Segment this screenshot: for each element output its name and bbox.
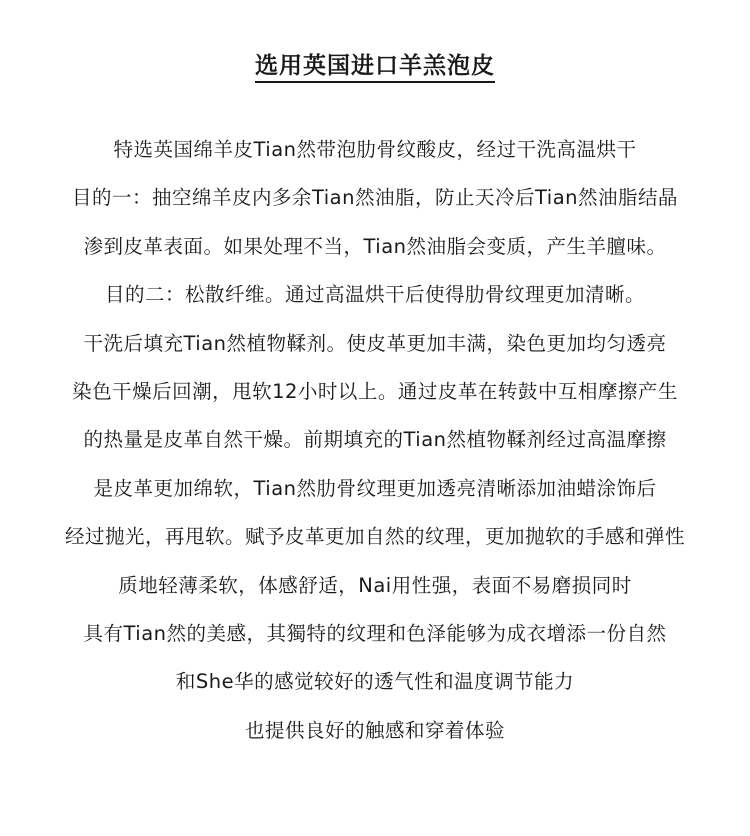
text-line: 特选英国绵羊皮Tian然带泡肋骨纹酸皮，经过干洗高温烘干 (113, 138, 637, 161)
text-line: 目的二：松散纤维。通过高温烘干后使得肋骨纹理更加清晰。 (104, 283, 645, 307)
text-line: 经过抛光，再甩软。赋予皮革更加自然的纹理，更加抛软的手感和弹性 (64, 525, 685, 549)
text-line: 具有Tian然的美感，其獨特的纹理和色泽能够为成衣增添一份自然 (83, 621, 667, 645)
document-title (0, 48, 750, 84)
text-line: 是皮革更加绵软，Tian然肋骨纹理更加透亮清晰添加油蜡涂饰后 (93, 476, 657, 500)
text-line: 质地轻薄柔软，体感舒适，Nai用性强，表面不易磨损同时 (118, 573, 632, 597)
text-line: 渗到皮革表面。如果处理不当，Tian然油脂会变质，产生羊膻味。 (83, 234, 667, 258)
text-line: 干洗后填充Tian然植物鞣剂。使皮革更加丰满，染色更加均匀透亮 (83, 331, 667, 355)
text-line: 和She华的感觉较好的透气性和温度调节能力 (175, 670, 575, 694)
body-text (0, 130, 750, 759)
text-line: 也提供良好的触感和穿着体验 (244, 718, 505, 742)
text-line: 的热量是皮革自然干燥。前期填充的Tian然植物鞣剂经过高温摩擦 (83, 428, 667, 452)
text-line: 染色干燥后回潮，甩软12小时以上。通过皮革在转鼓中互相摩擦产生 (72, 379, 678, 403)
document-title-text: 选用英国进口羊羔泡皮 (255, 53, 495, 83)
text-line: 目的一：抽空绵羊皮内多余Tian然油脂，防止天冷后Tian然油脂结晶 (71, 186, 679, 210)
